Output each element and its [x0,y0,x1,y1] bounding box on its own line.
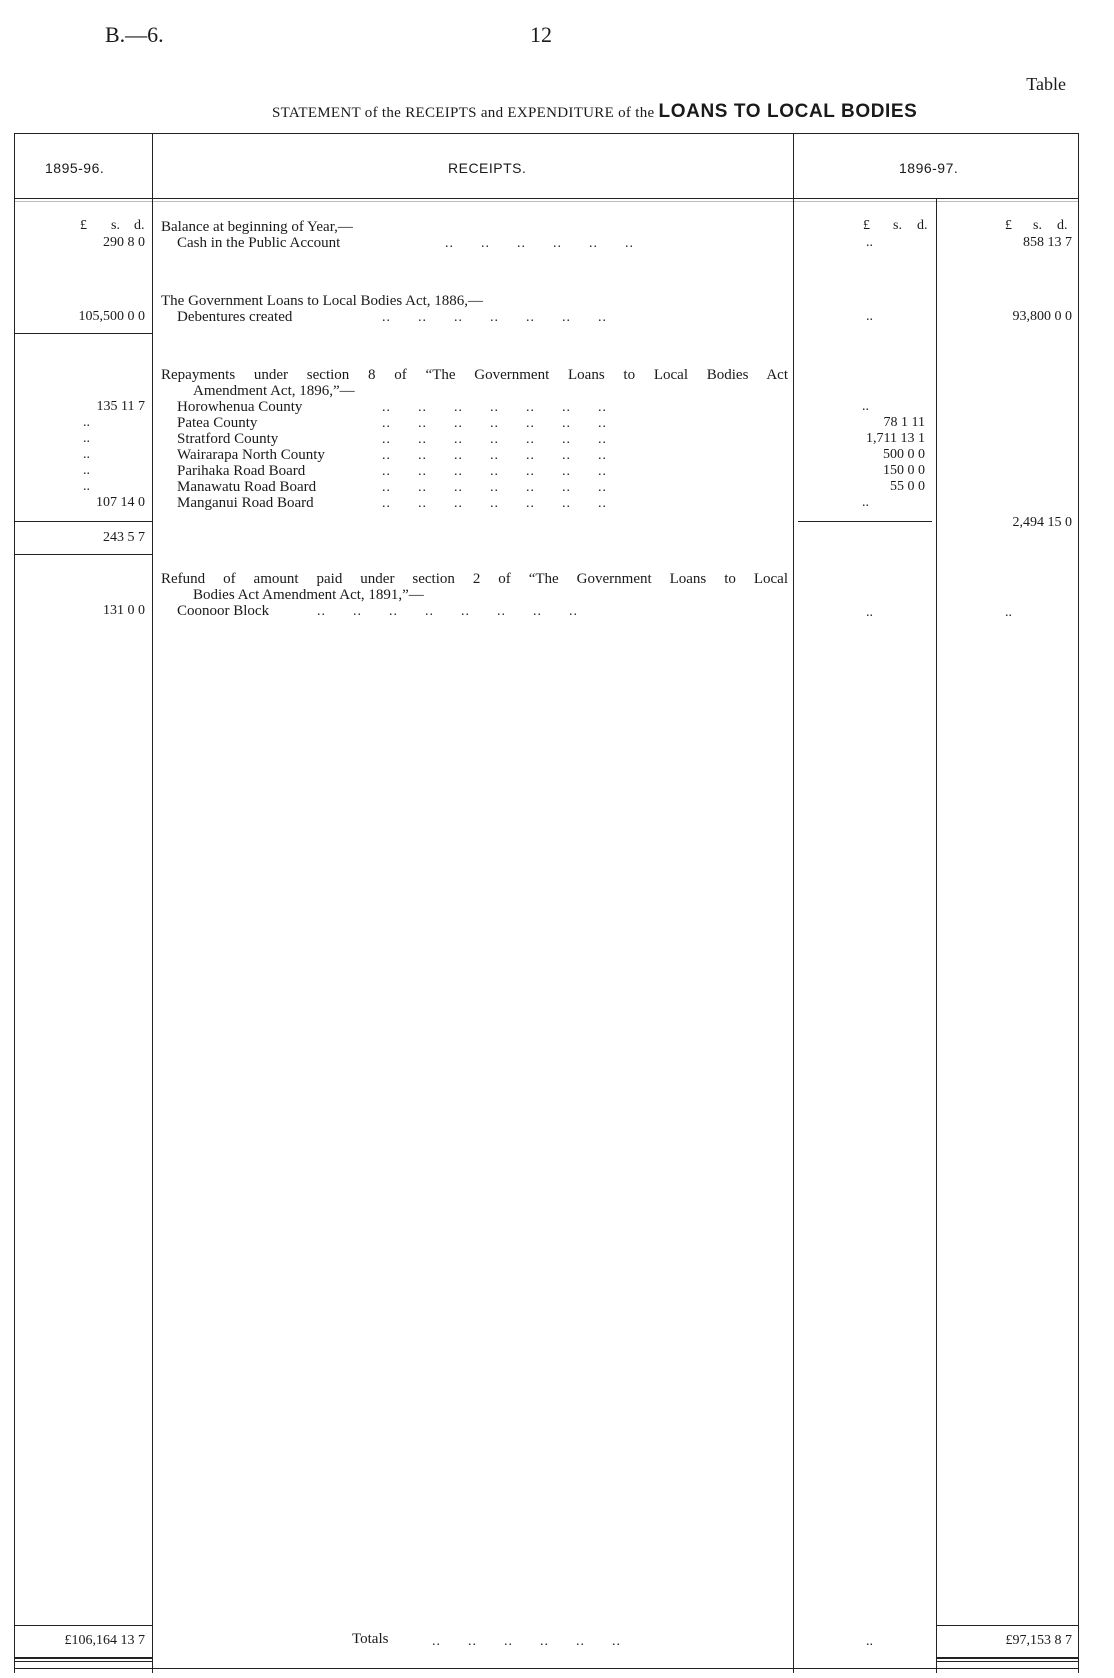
repayment-county-name: Manawatu Road Board [177,479,317,495]
unit-prev-shilling: s. [111,218,120,233]
left-border [14,133,15,1673]
repayment-county-name: Patea County [177,415,258,431]
repayment-prev-amount: 135 11 7 [96,399,145,414]
col-header-1896-97: 1896-97. [899,160,959,176]
refund-item-label: Coonoor Block [177,603,270,619]
refund-prev-amount: 131 0 0 [103,603,145,618]
header-bottom-rule-faint [14,201,1078,202]
col-divider-1 [152,133,153,1673]
unit-outer-pence: d. [1057,218,1068,233]
balance-inner-amount: .. [866,235,873,250]
balance-item-label: Cash in the Public Account [177,235,341,251]
table-label: Table [1026,74,1066,94]
leader-dots: .. .. .. .. .. .. .. [382,310,607,325]
debentures-inner-amount: .. [866,309,873,324]
repayment-prev-amount: .. [83,479,90,494]
right-border [1078,133,1079,1673]
repayments-prev-rule [14,521,152,522]
totals-double-rule [936,1661,1078,1662]
repayment-inner-amount: 1,711 13 1 [866,431,925,446]
debentures-prev-amount: 105,500 0 0 [78,309,145,324]
unit-inner-shilling: s. [893,218,902,233]
leader-dots: .. .. .. .. .. .. .. .. [317,604,578,619]
unit-outer-pound: £ [1005,218,1012,233]
refund-heading-line2: Bodies Act Amendment Act, 1891,”— [193,587,424,603]
repayments-heading-line2: Amendment Act, 1896,”— [193,383,355,399]
repayment-county-name: Manganui Road Board [177,495,314,511]
totals-top-rule [14,1625,152,1626]
leader-dots: .. .. .. .. .. .. .. [382,464,607,479]
statement-title [272,101,917,123]
leader-dots: .. .. .. .. .. .. .. [382,448,607,463]
debentures-prev-rule [14,333,152,334]
refund-outer-amount: .. [1005,605,1012,620]
repayments-prev-subtotal-rule [14,554,152,555]
repayment-prev-amount: .. [83,463,90,478]
debentures-item-label: Debentures created [177,309,293,325]
col-header-receipts: RECEIPTS. [448,160,527,176]
repayment-county-name: Horowhenua County [177,399,303,415]
leader-dots: .. .. .. .. .. .. .. [382,416,607,431]
totals-inner-amount: .. [866,1634,873,1649]
unit-inner-pence: d. [917,218,928,233]
repayments-prev-subtotal: 243 5 7 [103,530,145,545]
repayment-prev-amount: .. [83,415,90,430]
debentures-heading: The Government Loans to Local Bodies Act, 1886,— [161,293,484,309]
unit-inner-pound: £ [863,218,870,233]
repayment-county-name: Wairarapa North County [177,447,325,463]
title-large: LOANS TO LOCAL BODIES [658,101,918,122]
table-top-rule [14,133,1078,134]
totals-double-rule [936,1657,1078,1659]
repayment-prev-amount: .. [83,431,90,446]
totals-double-rule [14,1657,152,1659]
header-bottom-rule [14,198,1078,199]
repayment-prev-amount: .. [83,447,90,462]
repayment-inner-amount: 78 1 11 [883,415,925,430]
table-bottom-rule [14,1668,1078,1669]
debentures-outer-amount: 93,800 0 0 [1012,309,1072,324]
totals-label: Totals [352,1631,389,1647]
leader-dots: .. .. .. .. .. .. .. [382,480,607,495]
repayments-outer-total: 2,494 15 0 [1012,515,1072,530]
col-divider-3 [936,198,937,1673]
leader-dots: .. .. .. .. .. .. .. [382,400,607,415]
repayment-inner-amount: 55 0 0 [890,479,925,494]
title-small: STATEMENT of the RECEIPTS and EXPENDITURE of the [272,105,655,121]
repayments-inner-rule [798,521,932,522]
totals-top-rule [936,1625,1078,1626]
leader-dots: .. .. .. .. .. .. [432,1634,621,1649]
col-header-1895-96: 1895-96. [45,160,105,176]
repayment-inner-amount: 500 0 0 [883,447,925,462]
unit-outer-shilling: s. [1033,218,1042,233]
leader-dots: .. .. .. .. .. .. [445,236,634,251]
repayments-heading-line1: Repayments under section 8 of “The Government Loans to Local Bodies Act [161,367,788,383]
leader-dots: .. .. .. .. .. .. .. [382,496,607,511]
leader-dots: .. .. .. .. .. .. .. [382,432,607,447]
repayment-inner-amount: 150 0 0 [883,463,925,478]
repayment-inner-amount: .. [862,495,869,510]
refund-heading-line1: Refund of amount paid under section 2 of “The Government Loans to Local [161,571,788,587]
balance-prev-amount: 290 8 0 [103,235,145,250]
balance-heading: Balance at beginning of Year,— [161,219,353,235]
document-reference: B.—6. [105,22,164,47]
totals-prev-amount: £106,164 13 7 [64,1633,145,1648]
unit-prev-pound: £ [80,218,87,233]
totals-double-rule [14,1661,152,1662]
repayment-county-name: Parihaka Road Board [177,463,306,479]
repayment-inner-amount: .. [862,399,869,414]
refund-inner-amount: .. [866,605,873,620]
col-divider-2 [793,133,794,1673]
repayment-prev-amount: 107 14 0 [96,495,145,510]
unit-prev-pence: d. [134,218,145,233]
balance-outer-amount: 858 13 7 [1023,235,1072,250]
repayment-county-name: Stratford County [177,431,279,447]
totals-outer-amount: £97,153 8 7 [1005,1633,1072,1648]
page-number: 12 [530,22,552,47]
